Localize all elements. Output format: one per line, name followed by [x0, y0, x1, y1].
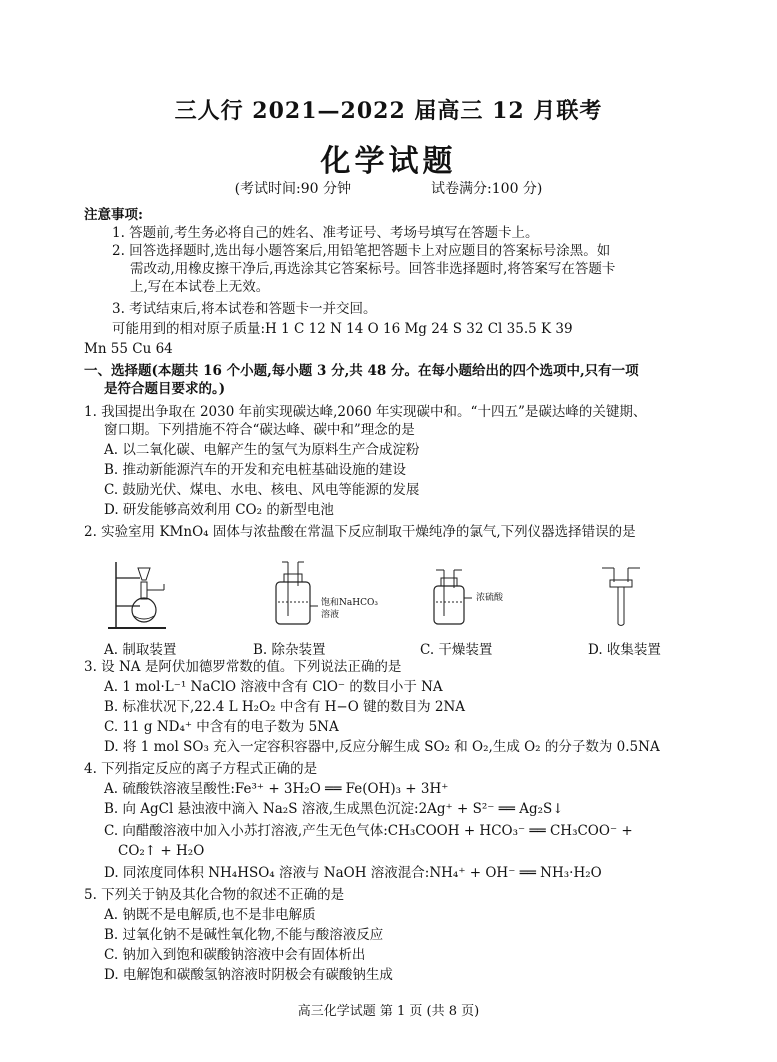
q5-option-a: A. 钠既不是电解质,也不是非电解质 [104, 907, 316, 923]
q5-option-b: B. 过氧化钠不是碱性氧化物,不能与酸溶液反应 [104, 927, 384, 943]
notice-title: 注意事项: [84, 207, 143, 223]
q3-option-b: B. 标准状况下,22.4 L H₂O₂ 中含有 H−O 键的数目为 2NA [104, 699, 466, 715]
q4-option-a: A. 硫酸铁溶液呈酸性:Fe³⁺ + 3H₂O ══ Fe(OH)₃ + 3H⁺ [104, 781, 449, 797]
q2-option-a: A. 制取装置 [104, 642, 177, 658]
q5-option-c: C. 钠加入到饱和碳酸钠溶液中会有固体析出 [104, 947, 366, 963]
notice-item: 1. 答题前,考生务必将自己的姓名、准考证号、考场号填写在答题卡上。 [112, 225, 539, 241]
q2-option-b: B. 除杂装置 [253, 642, 326, 658]
q3-option-a: A. 1 mol·L⁻¹ NaClO 溶液中含有 ClO⁻ 的数目小于 NA [104, 679, 443, 695]
q4-stem: 4. 下列指定反应的离子方程式正确的是 [84, 761, 318, 777]
atomic-masses: Mn 55 Cu 64 [84, 341, 173, 357]
apparatus-b-reagent: 溶液 [321, 610, 340, 620]
q3-stem: 3. 设 NA 是阿伏加德罗常数的值。下列说法正确的是 [84, 659, 402, 675]
apparatus-a-figure [106, 560, 176, 632]
subject-title: 化学试题 [320, 144, 457, 179]
q5-option-d: D. 电解饱和碳酸氢钠溶液时阴极会有碳酸钠生成 [104, 967, 393, 983]
section-heading: 是符合题目要求的。) [104, 381, 226, 397]
q1-option-d: D. 研发能够高效利用 CO₂ 的新型电池 [104, 502, 334, 518]
q4-option-c: CO₂↑ + H₂O [118, 843, 205, 859]
q1-option-b: B. 推动新能源汽车的开发和充电桩基础设施的建设 [104, 462, 407, 478]
q2-apparatus-figures [96, 560, 696, 632]
apparatus-b-reagent: 饱和NaHCO₃ [321, 598, 378, 608]
notice-item: 3. 考试结束后,将本试卷和答题卡一并交回。 [112, 301, 377, 317]
notice-item: 上,写在本试卷上无效。 [130, 279, 270, 295]
exam-title: 三人行 2021—2022 届高三 12 月联考 [174, 98, 603, 124]
exam-info [0, 178, 777, 198]
q2-option-d: D. 收集装置 [588, 642, 661, 658]
q1-stem: 1. 我国提出争取在 2030 年前实现碳达峰,2060 年实现碳中和。“十四五”是碳达峰的关键期、 [84, 404, 647, 420]
q4-option-b: B. 向 AgCl 悬浊液中滴入 Na₂S 溶液,生成黑色沉淀:2Ag⁺ + S²⁻ ══ Ag₂S↓ [104, 801, 564, 817]
page-footer: 高三化学试题 第 1 页 (共 8 页) [297, 1004, 480, 1019]
notice-item: 需改动,用橡皮擦干净后,再选涂其它答案标号。回答非选择题时,将答案写在答题卡 [130, 261, 616, 277]
q2-stem: 2. 实验室用 KMnO₄ 固体与浓盐酸在常温下反应制取干燥纯净的氯气,下列仪器选择错误的是 [84, 524, 636, 540]
exam-time: (考试时间:90 分钟 [234, 181, 352, 197]
apparatus-d-figure [600, 560, 650, 632]
q4-option-d: D. 同浓度同体积 NH₄HSO₄ 溶液与 NaOH 溶液混合:NH₄⁺ + OH⁻ ══ NH₃·H₂O [104, 865, 602, 881]
q2-option-c: C. 干燥装置 [420, 642, 493, 658]
section-heading: 一、选择题(本题共 16 个小题,每小题 3 分,共 48 分。在每小题给出的四个选项中,只有一项 [84, 363, 639, 379]
q3-option-d: D. 将 1 mol SO₃ 充入一定容积容器中,反应分解生成 SO₂ 和 O₂,生成 O₂ 的分子数为 0.5NA [104, 739, 660, 755]
q4-option-c: C. 向醋酸溶液中加入小苏打溶液,产生无色气体:CH₃COOH + HCO₃⁻ ══ CH₃COO⁻ + [104, 823, 633, 839]
apparatus-b-figure [274, 560, 384, 632]
q1-option-c: C. 鼓励光伏、煤电、水电、核电、风电等能源的发展 [104, 482, 420, 498]
q3-option-c: C. 11 g ND₄⁺ 中含有的电子数为 5NA [104, 719, 339, 735]
notice-item: 2. 回答选择题时,选出每小题答案后,用铅笔把答题卡上对应题目的答案标号涂黑。如 [112, 243, 611, 259]
q5-stem: 5. 下列关于钠及其化合物的叙述不正确的是 [84, 887, 345, 903]
atomic-masses: 可能用到的相对原子质量:H 1 C 12 N 14 O 16 Mg 24 S 32 Cl 35.5 K 39 [112, 321, 573, 337]
exam-score: 试卷满分:100 分) [431, 181, 543, 197]
q1-option-a: A. 以二氧化碳、电解产生的氢气为原料生产合成淀粉 [104, 442, 420, 458]
q1-stem: 窗口期。下列措施不符合“碳达峰、碳中和”理念的是 [104, 422, 415, 438]
apparatus-c-reagent: 浓硫酸 [476, 593, 504, 603]
